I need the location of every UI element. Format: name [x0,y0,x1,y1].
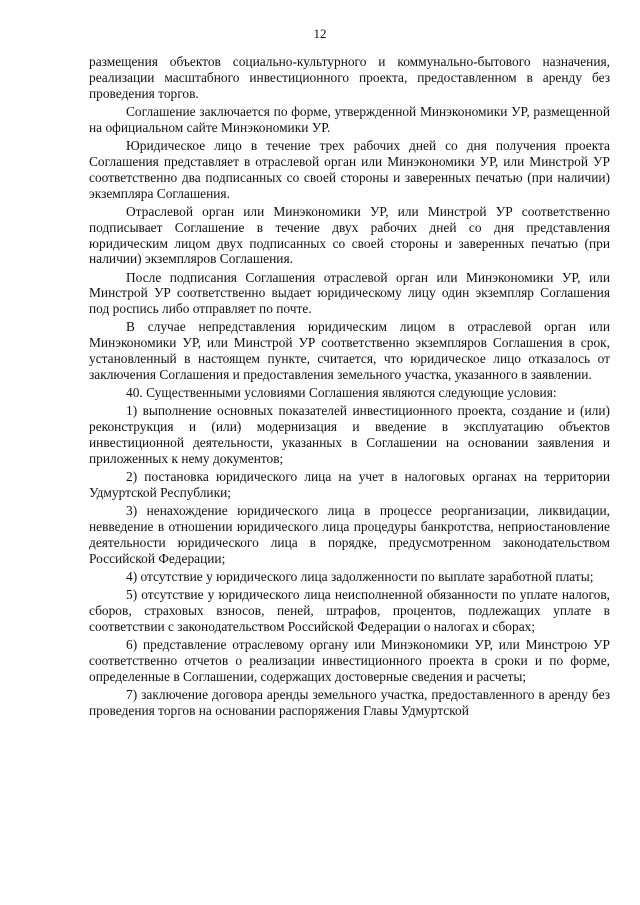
paragraph: Отраслевой орган или Минэкономики УР, или Минстрой УР соответственно подписывает Соглашение в течение двух рабочих дней со дня представления юридическим лицом двух подписанных со своей стороны и заверенных печатью (при наличии) экземпляров Соглашения. [89,203,610,267]
page-number: 12 [313,26,327,41]
paragraph: 6) представление отраслевому органу или Минэкономики УР, или Минстрою УР соответственно отчетов о реализации инвестиционного проекта в сроки и по форме, определенные в Соглашении, содержащих достоверные сведения и расчеты; [89,636,610,684]
paragraph: размещения объектов социально-культурного и коммунально-бытового назначения, реализации масштабного инвестиционного проекта, предоставленном в аренду без проведения торгов. [89,54,610,101]
paragraph: 40. Существенными условиями Соглашения являются следующие условия: [126,385,557,401]
paragraph: 5) отсутствие у юридического лица неисполненной обязанности по уплате налогов, сборов, страховых взносов, пеней, штрафов, процентов, подлежащих уплате в соответствии с законодательством Российской Федерации о налогах и сборах; [89,587,610,634]
paragraph: В случае непредставления юридическим лицом в отраслевой орган или Минэкономики УР, или Минстрой УР соответственно экземпляров Соглашения в срок, установленный в настоящем пункте, считается, что юридическое лицо отказалось от заключения Соглашения и предоставления земельного участка, указанного в заявлении. [89,319,610,383]
document-body [89,54,610,721]
paragraph: 2) постановка юридического лица на учет в налоговых органах на территории Удмуртской Республики; [89,469,610,501]
paragraph: 1) выполнение основных показателей инвестиционного проекта, создание и (или) реконструкция и (или) модернизация и введение в эксплуатацию объектов инвестиционной деятельности, указанных в Соглашении на основании заявления и приложенных к нему документов; [89,403,610,467]
paragraph: 3) ненахождение юридического лица в процессе реорганизации, ликвидации, невведение в отношении юридического лица процедуры банкротства, неприостановление деятельности юридического лица в порядке, предусмотренном законодательством Российской Федерации; [89,503,610,566]
paragraph: 7) заключение договора аренды земельного участка, предоставленного в аренду без проведения торгов на основании распоряжения Главы Удмуртской [89,686,610,718]
paragraph: После подписания Соглашения отраслевой орган или Минэкономики УР, или Минстрой УР соответственно выдает юридическому лицу один экземпляр Соглашения под роспись либо отправляет по почте. [89,269,610,317]
paragraph: 4) отсутствие у юридического лица задолженности по выплате заработной платы; [126,568,594,584]
paragraph: Соглашение заключается по форме, утвержденной Минэкономики УР, размещенной на официальном сайте Минэкономики УР. [89,103,610,135]
paragraph: Юридическое лицо в течение трех рабочих дней со дня получения проекта Соглашения представляет в отраслевой орган или Минэкономики УР, или Минстрой УР соответственно два подписанных со своей стороны и заверенных печатью (при наличии) экземпляра Соглашения. [89,137,610,201]
